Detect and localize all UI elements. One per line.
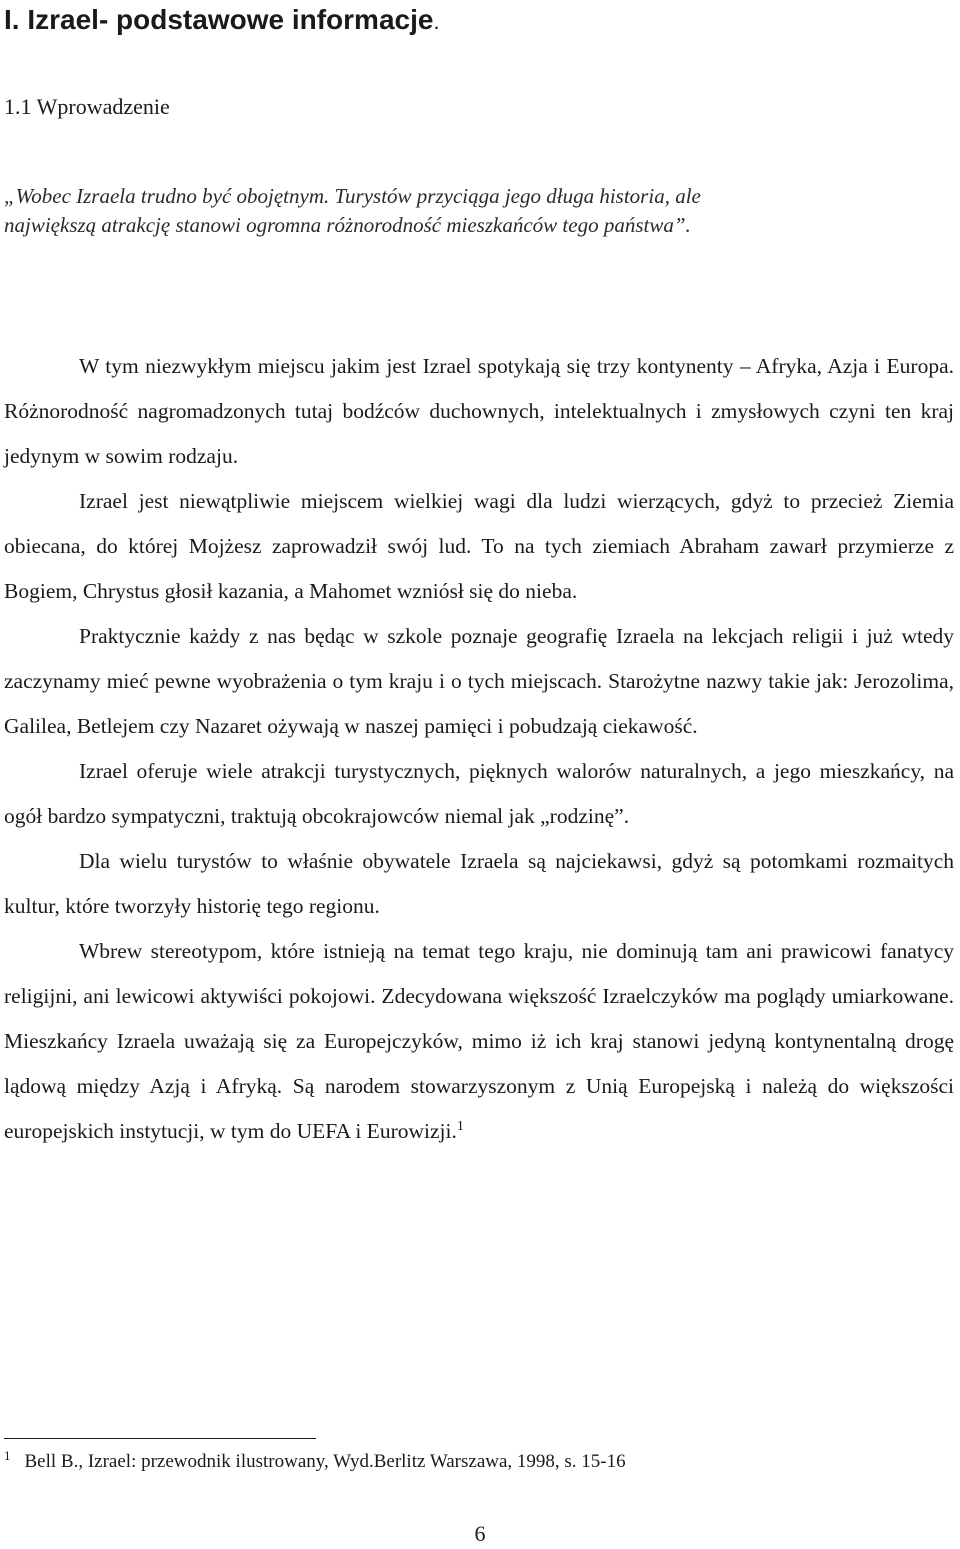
epigraph-line-1: „Wobec Izraela trudno być obojętnym. Turystów przyciąga jego długa historia, ale	[4, 184, 701, 208]
paragraph-stereotypes	[4, 929, 954, 1154]
footnote-separator	[4, 1438, 316, 1439]
paragraph-geography: Praktycznie każdy z nas będąc w szkole poznaje geografię Izraela na lekcjach religii i już wtedy zaczynamy mieć pewne wyobrażenia o tym kraju i o tych miejscach. Starożytne nazwy takie jak: Jerozolima, Galilea, Betlejem czy Nazaret ożywają w naszej pamięci i pobudzają ciekawość.	[4, 624, 954, 738]
footnote	[4, 1448, 626, 1476]
chapter-title	[4, 0, 440, 42]
paragraph-holy-land: Izrael jest niewątpliwie miejscem wielkiej wagi dla ludzi wierzących, gdyż to przecież Ziemia obiecana, do której Mojżesz zaprowadził swój lud. To na tych ziemiach Abraham zawarł przymierze z Bogiem, Chrystus głosił kazania, a Mahomet wzniósł się do nieba.	[4, 489, 954, 603]
footnote-reference[interactable]: 1	[456, 1118, 464, 1134]
chapter-title-period: .	[433, 9, 440, 34]
paragraph-citizens: Dla wielu turystów to właśnie obywatele Izraela są najciekawsi, gdyż są potomkami rozmaitych kultur, które tworzyły historię tego regionu.	[4, 849, 954, 918]
body-text	[4, 344, 954, 1154]
page-number: 6	[474, 1521, 486, 1546]
section-heading: 1.1 Wprowadzenie	[4, 94, 170, 119]
footnote-text: Bell B., Izrael: przewodnik ilustrowany, Wyd.Berlitz Warszawa, 1998, s. 15-16	[24, 1451, 626, 1472]
paragraph-attractions: Izrael oferuje wiele atrakcji turystycznych, pięknych walorów naturalnych, a jego mieszkańcy, na ogół bardzo sympatyczni, traktują obcokrajowców niemal jak „rodzinę”.	[4, 759, 954, 828]
epigraph-line-2: największą atrakcję stanowi ogromna różnorodność mieszkańców tego państwa”.	[4, 213, 691, 237]
epigraph-quote	[4, 182, 904, 240]
paragraph-continents: W tym niezwykłym miejscu jakim jest Izrael spotykają się trzy kontynenty – Afryka, Azja i Europa. Różnorodność nagromadzonych tutaj bodźców duchownych, intelektualnych i zmysłowych czyni ten kraj jedynym w sowim rodzaju.	[4, 354, 954, 468]
chapter-title-text: I. Izrael- podstawowe informacje	[4, 4, 434, 35]
footnote-mark: 1	[4, 1447, 11, 1463]
paragraph-stereotypes-text: Wbrew stereotypom, które istnieją na temat tego kraju, nie dominują tam ani prawicowi fanatycy religijni, ani lewicowi aktywiści pokojowi. Zdecydowana większość Izraelczyków ma poglądy umiarkowane. Mieszkańcy Izraela uważają się za Europejczyków, mimo iż ich kraj stanowi jedyną kontynentalną drogę lądową między Azją i Afryką. Są narodem stowarzyszonym z Unią Europejską i należą do większości europejskich instytucji, w tym do UEFA i Eurowizji.	[4, 939, 954, 1143]
